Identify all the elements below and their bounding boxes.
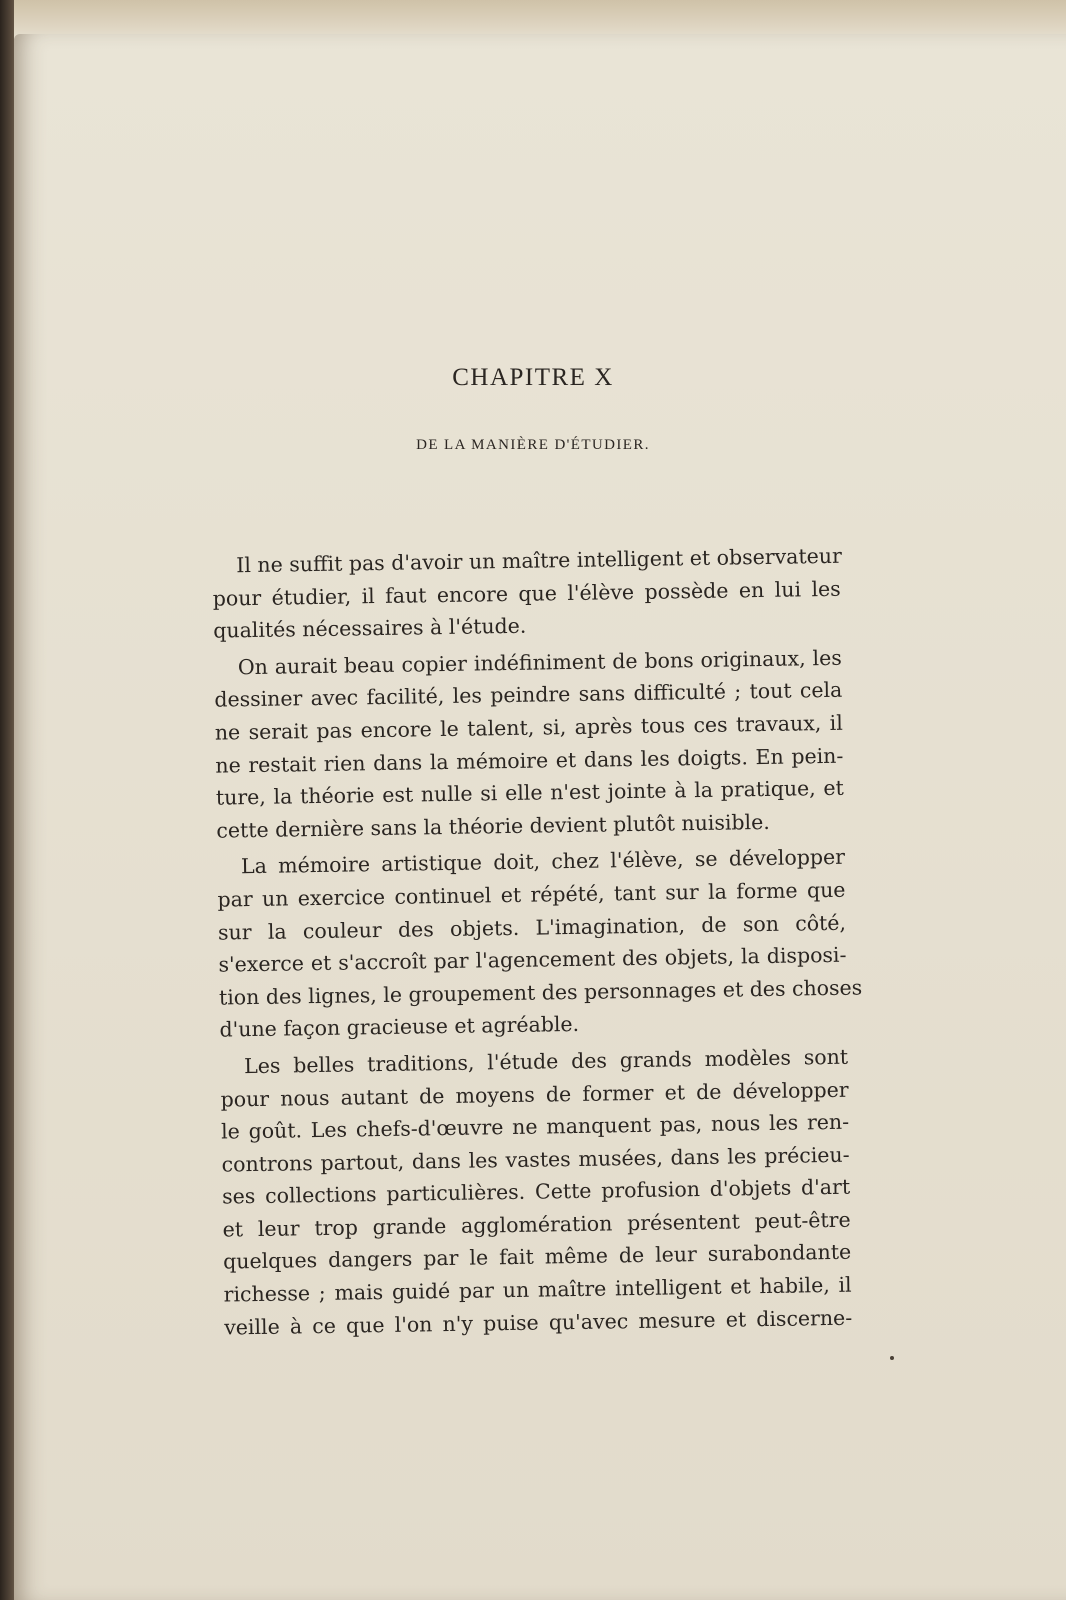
text-line: sur la couleur des objets. L'imagination, de son côté,: [217, 910, 847, 945]
text-line: pour nous autant de moyens de former et de développer: [220, 1077, 849, 1112]
text-line: La mémoire artistique doit, chez l'élève, se développer: [240, 845, 846, 879]
paragraph: [196, 1041, 853, 1345]
text-line: et leur trop grande agglomération présentent peut-être: [222, 1207, 851, 1242]
text-line: pour étudier, il faut encore que l'élève possède en lui les: [212, 576, 841, 611]
text-line: tion des lignes, le groupement des personnages et des choses: [218, 975, 863, 1010]
text-line: richesse ; mais guidé par un maître intelligent et habile, il: [223, 1272, 852, 1307]
paragraph: [193, 841, 863, 1047]
chapter-title: CHAPITRE X: [452, 364, 614, 391]
text-line: dessiner avec facilité, les peindre sans difficulté ; tout cela: [214, 678, 843, 712]
text-line: ne serait pas encore le talent, si, après tous ces travaux, il: [214, 710, 843, 745]
text-line: Il ne suffit pas d'avoir un maître intelligent et observateur: [236, 543, 842, 578]
text-line: Les belles traditions, l'étude des grands modèles sont: [243, 1044, 849, 1079]
text-line: par un exercice continuel et répété, tant sur la forme que: [217, 877, 846, 912]
text-line: s'exerce et s'accroît par l'agencement des objets, la disposi-: [218, 942, 847, 977]
paragraph: [188, 540, 841, 648]
text-line: ses collections particulières. Cette profusion d'objets d'art: [221, 1174, 851, 1209]
text-line: On aurait beau copier indéfiniment de bons originaux, les: [237, 645, 842, 680]
paragraph: [190, 642, 845, 848]
text-line: qualités nécessaires à l'étude.: [213, 613, 527, 643]
text-line: ture, la théorie est nulle si elle n'est jointe à la pratique, et: [215, 775, 845, 810]
paper-speck: [890, 1356, 894, 1360]
text-line: quelques dangers par le fait même de leur surabondante: [222, 1240, 852, 1275]
text-line: ne restait rien dans la mémoire et dans les doigts. En pein-: [215, 743, 844, 778]
body-text: [188, 540, 863, 1348]
text-line: d'une façon gracieuse et agréable.: [219, 1012, 580, 1042]
text-line: veille à ce que l'on n'y puise qu'avec mesure et discerne-: [224, 1305, 853, 1340]
text-line: le goût. Les chefs-d'œuvre ne manquent pas, nous les ren-: [220, 1109, 850, 1144]
text-line: cette dernière sans la théorie devient plutôt nuisible.: [216, 809, 770, 843]
text-line: controns partout, dans les vastes musées, dans les précieu-: [221, 1142, 850, 1177]
chapter-subtitle: DE LA MANIÈRE D'ÉTUDIER.: [416, 437, 650, 453]
